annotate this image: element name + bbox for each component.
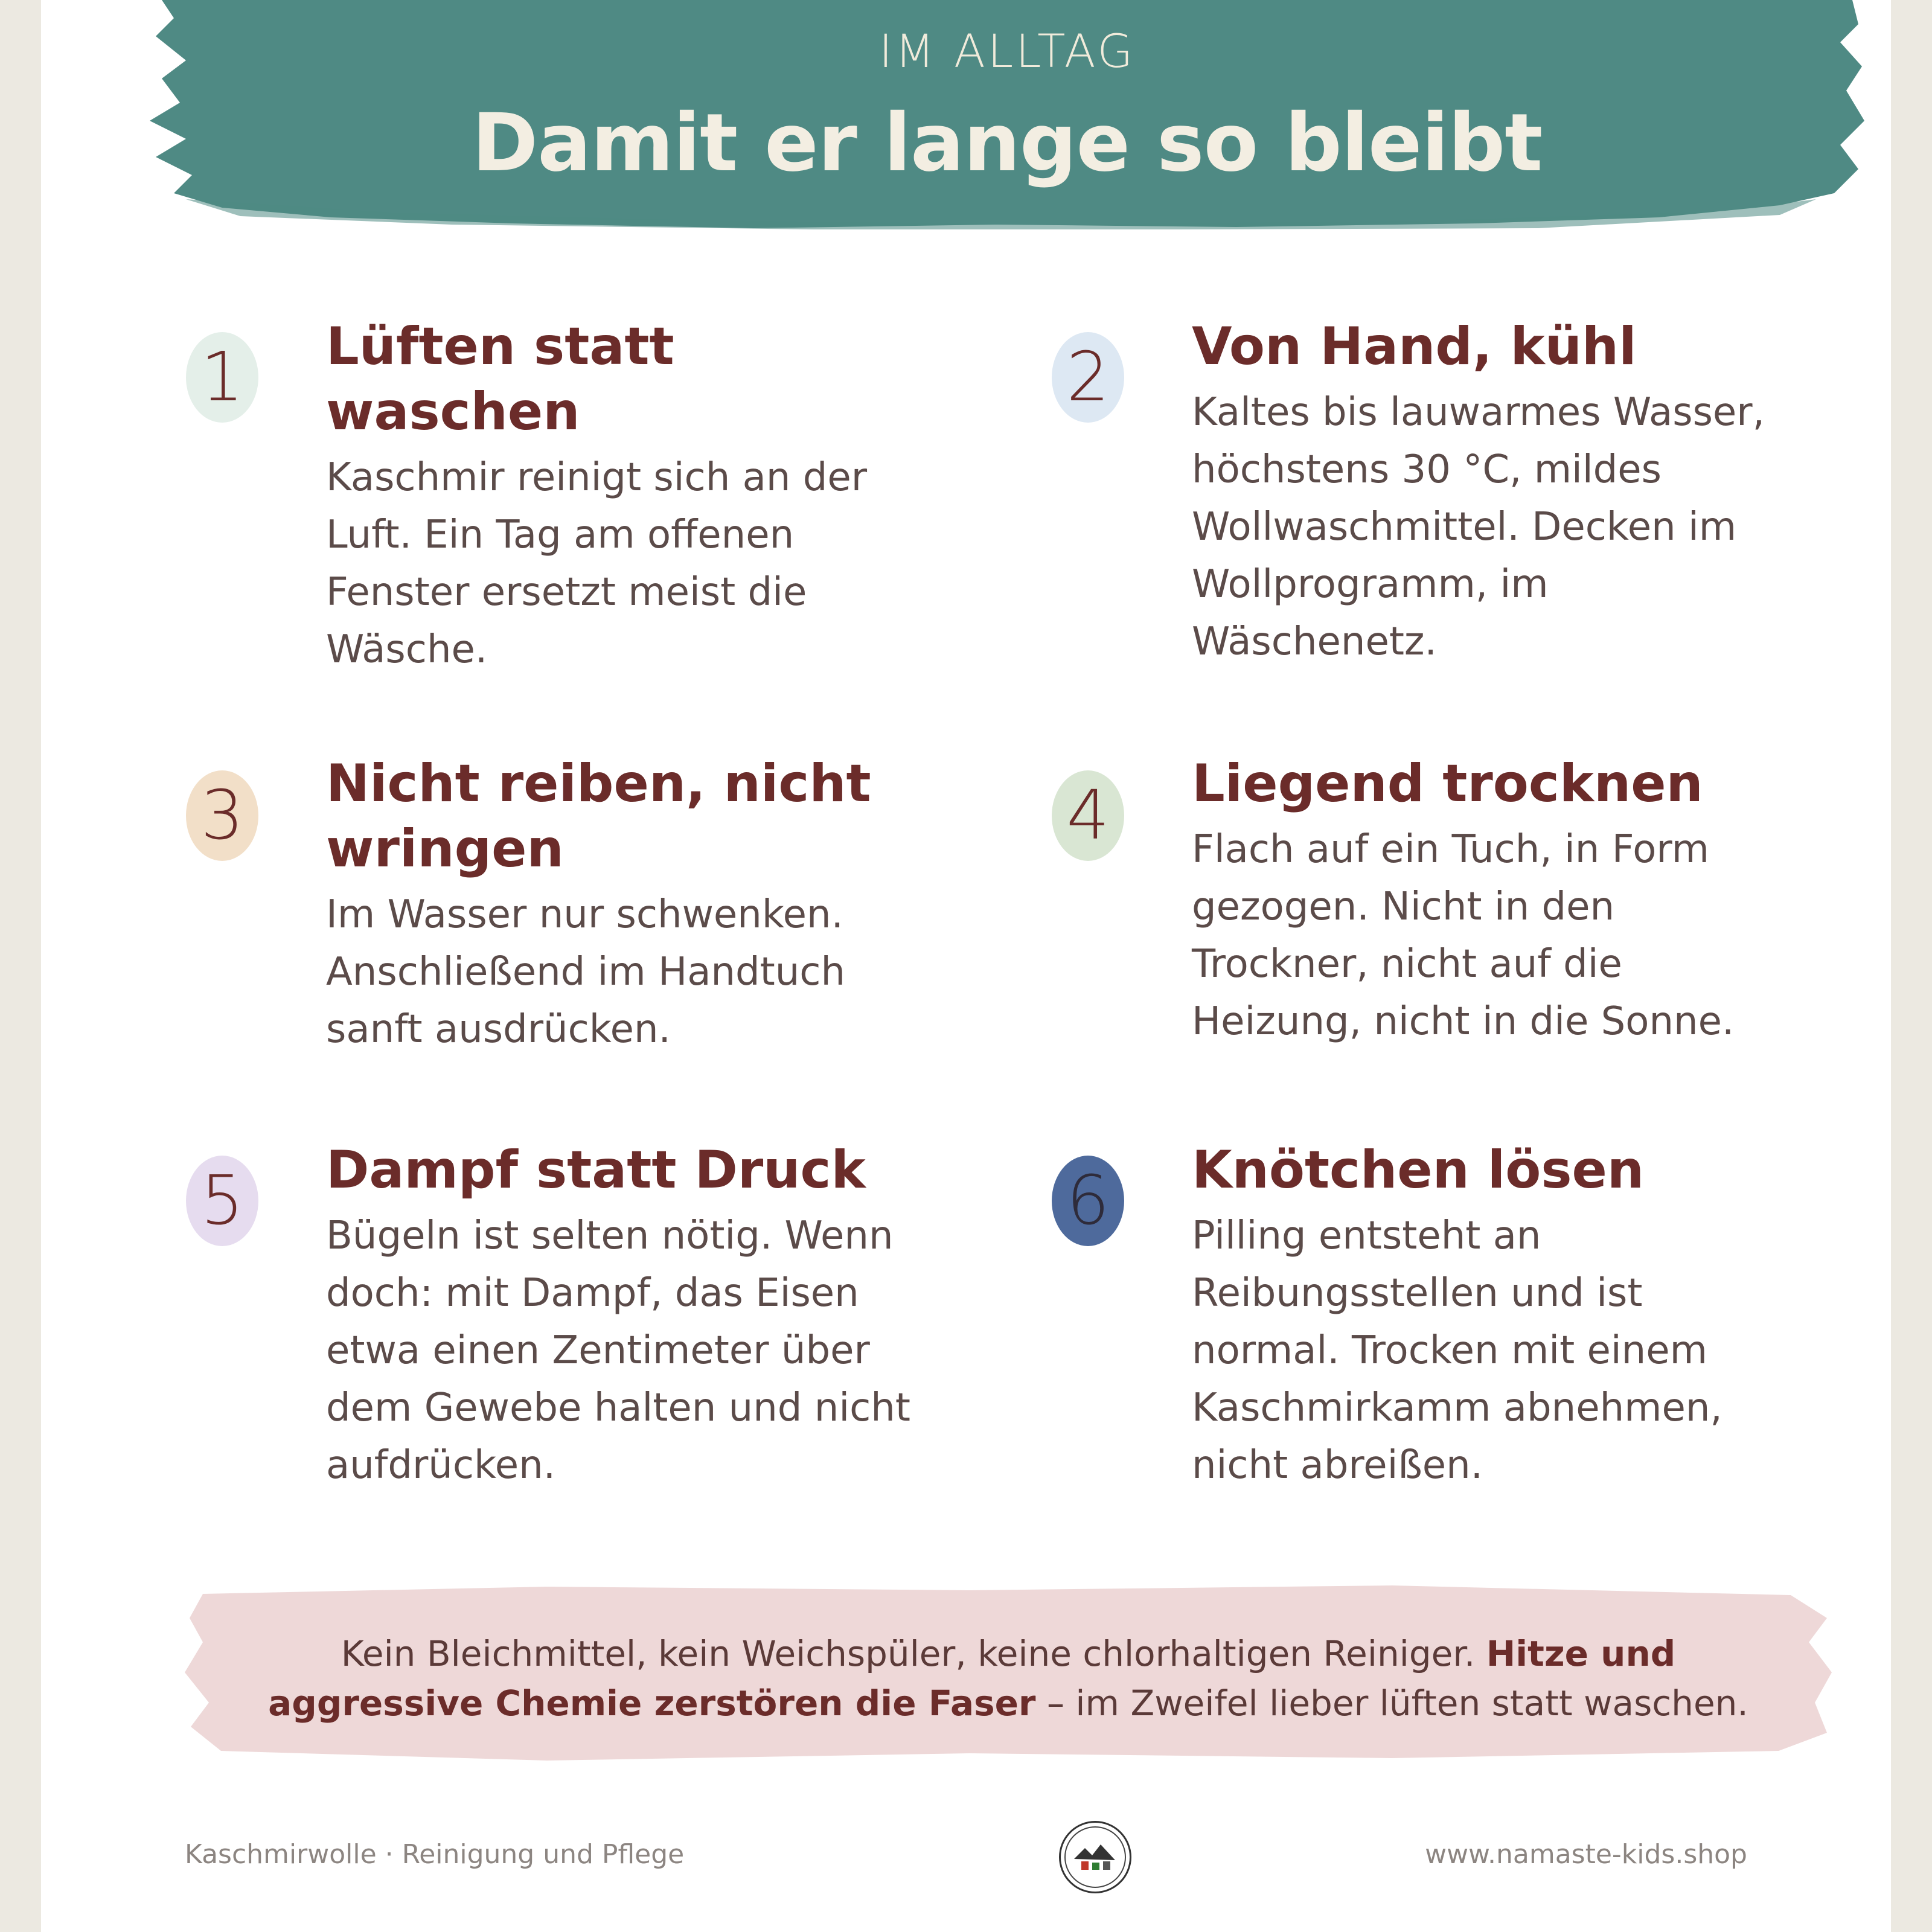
tip-title: Knötchen lösen [1192, 1140, 1645, 1200]
page-title: Damit er lange so bleibt [472, 97, 1543, 190]
warning-note [185, 1582, 1832, 1763]
brand-logo [1059, 1821, 1131, 1893]
note-end: – im Zweifel lieber lüften statt waschen. [1035, 1683, 1748, 1724]
tip-number-badge: 2 [1052, 332, 1124, 423]
tip-title: Dampf statt Druck [326, 1140, 866, 1200]
footer-topic: Kaschmirwolle · Reinigung und Pflege [185, 1839, 685, 1870]
tip-number-badge: 6 [1052, 1156, 1124, 1246]
tip-body: Pilling entsteht an Reibungsstellen und ist normal. Trocken mit einem Kaschmirkamm abnehmen, nicht abreißen. [1192, 1214, 1722, 1488]
tip-title: Von Hand, kühl [1192, 316, 1637, 377]
tip-body: Kaltes bis lauwarmes Wasser, höchstens 30 °C, mildes Wollwaschmittel. Decken im Wollprogramm, im Wäschenetz. [1192, 390, 1765, 664]
tip-body: Im Wasser nur schwenken. Anschließend im Handtuch sanft ausdrücken. [326, 892, 845, 1052]
tip-number-badge: 3 [186, 770, 258, 861]
tip-title: Liegend trocknen [1192, 753, 1703, 814]
tip-number-badge: 4 [1052, 770, 1124, 861]
tip-title: Lüften statt waschen [326, 316, 674, 442]
tip-body: Flach auf ein Tuch, in Form gezogen. Nicht in den Trockner, nicht auf die Heizung, nicht in die Sonne. [1192, 827, 1735, 1044]
page [41, 0, 1891, 1932]
tip-number-badge: 1 [186, 332, 258, 423]
tip-number-badge: 5 [186, 1156, 258, 1246]
tip-body: Bügeln ist selten nötig. Wenn doch: mit Dampf, das Eisen etwa einen Zentimeter über dem Gewebe halten und nicht aufdrücken. [326, 1214, 910, 1488]
header-banner [150, 0, 1864, 229]
note-text [257, 1629, 1759, 1728]
footer-url[interactable]: www.namaste-kids.shop [1425, 1839, 1747, 1870]
note-plain: Kein Bleichmittel, kein Weichspüler, keine chlorhaltigen Reiniger. [341, 1633, 1486, 1674]
header-kicker: IM ALLTAG [878, 24, 1136, 78]
note-bold: Hitze und aggressive Chemie zerstören die Faser [268, 1633, 1676, 1724]
tip-title: Nicht reiben, nicht wringen [326, 753, 871, 879]
tip-body: Kaschmir reinigt sich an der Luft. Ein Tag am offenen Fenster ersetzt meist die Wäsche. [326, 455, 868, 672]
